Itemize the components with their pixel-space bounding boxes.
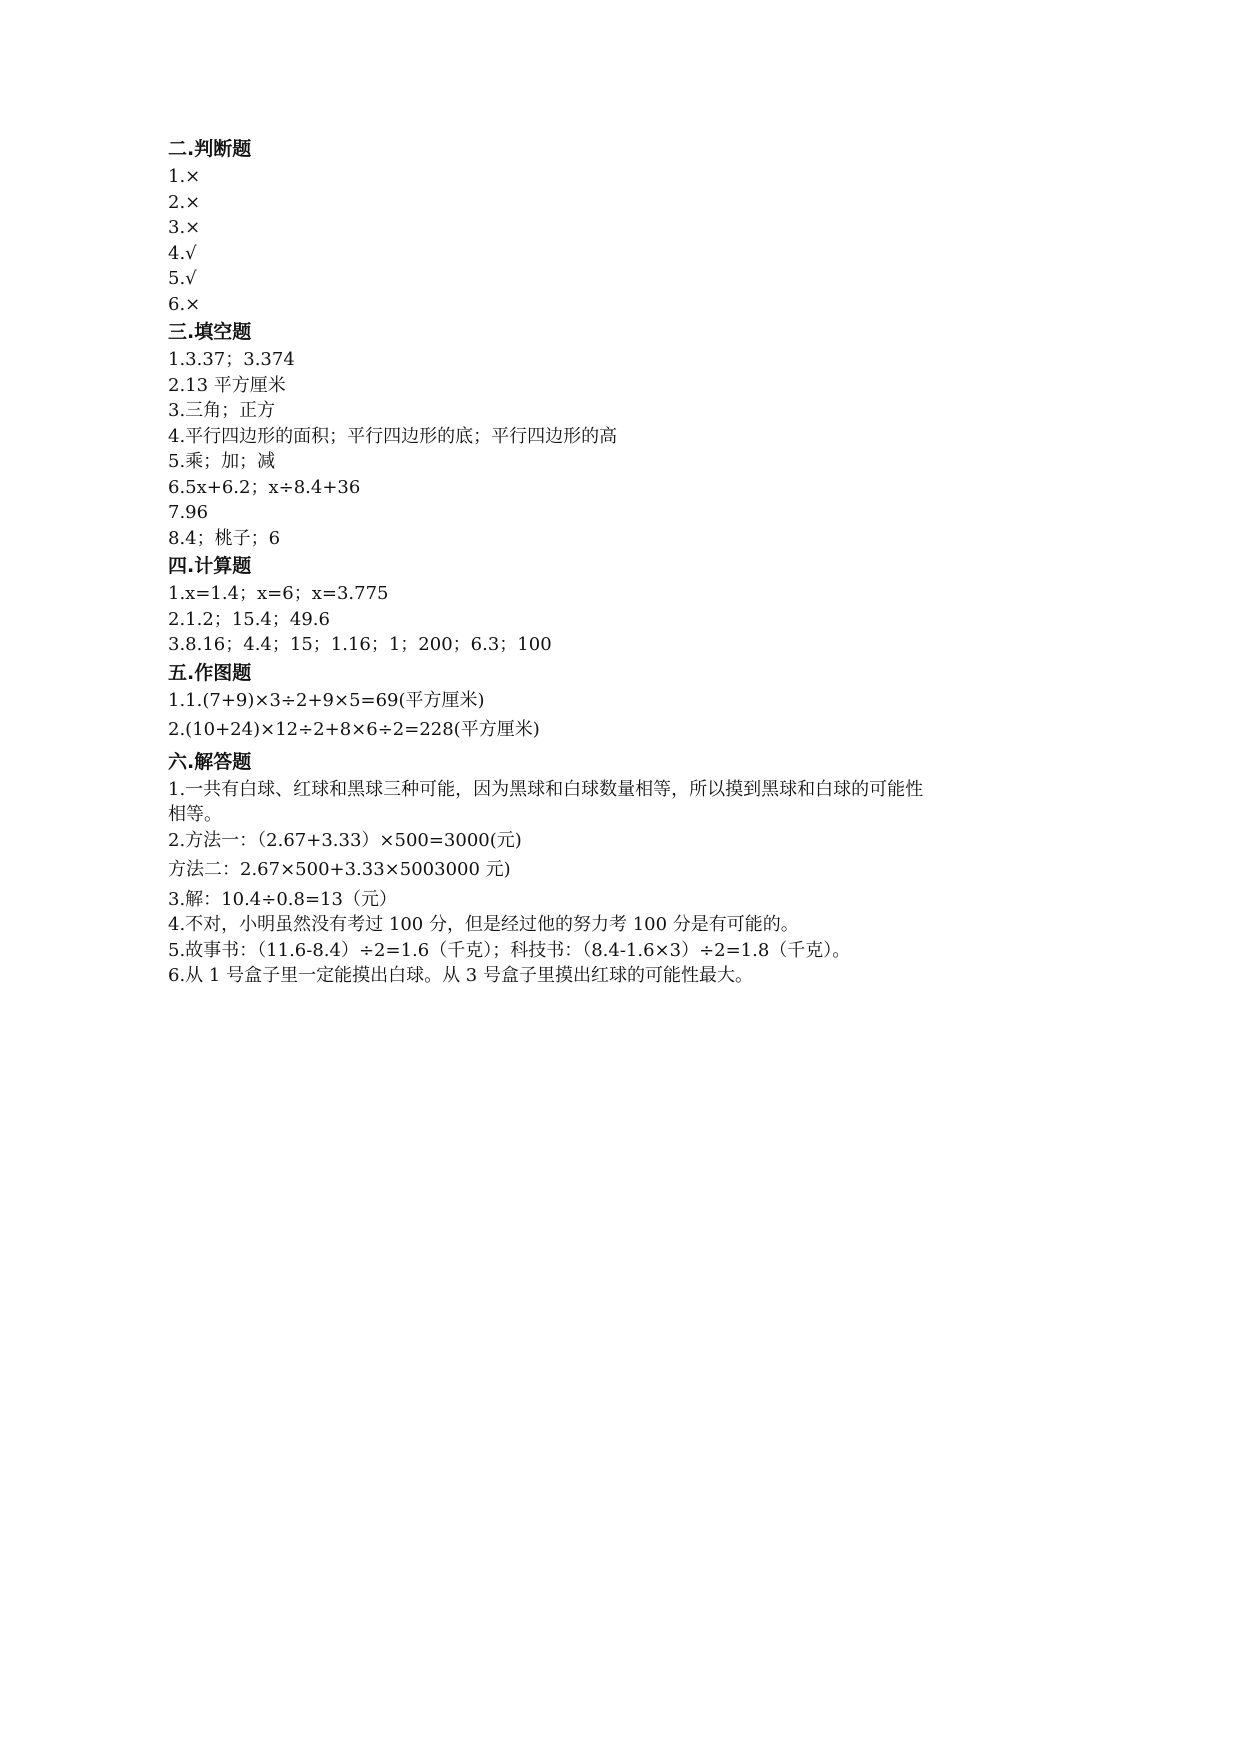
answer-line: 7.96 — [168, 502, 209, 523]
section-drawing — [168, 658, 968, 743]
section-fill-in — [168, 317, 968, 551]
answer-line: 5.故事书：（11.6-8.4）÷2=1.6（千克）；科技书：（8.4-1.6×3）÷2=1.8（千克）。 — [168, 939, 851, 961]
answer-line: 2.1.2；15.4；49.6 — [168, 608, 330, 630]
answer-line: 5.乘；加；减 — [168, 451, 276, 472]
section-title: 六.解答题 — [168, 750, 252, 773]
section-word-problems — [168, 747, 968, 989]
answer-line: 1.1.(7+9)×3÷2+9×5=69(平方厘米) — [168, 689, 485, 711]
answer-line: 2.方法一：（2.67+3.33）×500=3000(元) — [168, 829, 522, 851]
answer-line: 3.8.16；4.4；15；1.16；1；200；6.3；100 — [168, 634, 552, 655]
answer-line: 2.× — [168, 191, 201, 213]
answer-content — [168, 134, 968, 989]
answer-line: 3.× — [168, 217, 201, 238]
answer-line: 4.√ — [168, 242, 197, 264]
answer-line: 6.5x+6.2；x÷8.4+36 — [168, 476, 361, 498]
section-title: 五.作图题 — [168, 661, 252, 684]
section-title: 三.填空题 — [168, 321, 252, 343]
answer-line: 4.不对，小明虽然没有考过 100 分，但是经过他的努力考 100 分是有可能的。 — [168, 914, 799, 935]
section-judgement — [168, 134, 968, 317]
answer-line: 3.解：10.4÷0.8=13（元） — [168, 888, 397, 910]
section-calculation — [168, 551, 968, 658]
answer-line: 5.√ — [168, 268, 197, 289]
answer-line: 6.× — [168, 293, 201, 315]
answer-line: 2.(10+24)×12÷2+8×6÷2=228(平方厘米) — [168, 719, 540, 740]
answer-line: 1.x=1.4；x=6；x=3.775 — [168, 583, 389, 604]
answer-line: 方法二：2.67×500+3.33×5003000 元) — [168, 859, 511, 880]
answer-line: 6.从 1 号盒子里一定能摸出白球。从 3 号盒子里摸出红球的可能性最大。 — [168, 965, 753, 986]
answer-line: 3.三角；正方 — [168, 400, 276, 421]
section-title: 四.计算题 — [168, 555, 252, 577]
answer-line: 1.× — [168, 166, 201, 187]
answer-line: 4.平行四边形的面积；平行四边形的底；平行四边形的高 — [168, 425, 618, 447]
answer-line: 2.13 平方厘米 — [168, 374, 286, 396]
section-title: 二.判断题 — [168, 138, 252, 160]
answer-line: 8.4；桃子；6 — [168, 527, 281, 549]
answer-line: 1.一共有白球、红球和黑球三种可能，因为黑球和白球数量相等，所以摸到黑球和白球的可能性相等。 — [168, 778, 924, 825]
answer-line: 1.3.37；3.374 — [168, 349, 295, 370]
